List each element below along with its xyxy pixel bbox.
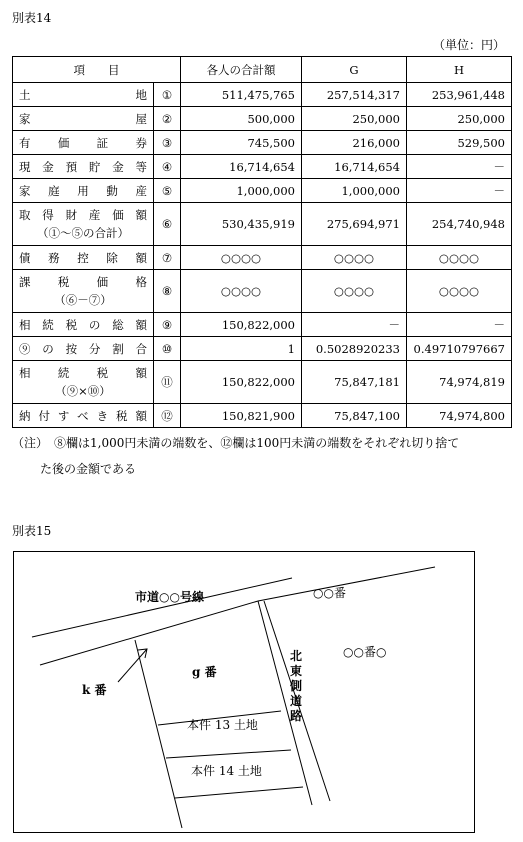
row-item-sub: （⑨×⑩）: [55, 384, 111, 398]
cell-g: －: [302, 313, 407, 337]
road-continuation: [258, 567, 435, 601]
north-road-char: 側: [290, 679, 303, 693]
row-item-sub: （⑥－⑦）: [54, 293, 112, 307]
row-number: ⑦: [154, 246, 181, 270]
city-road-label: 市道○○号線: [135, 590, 204, 604]
cell-total: 150,821,900: [181, 404, 302, 428]
table14-title: 別表14: [12, 11, 52, 25]
north-road-char: 路: [290, 709, 303, 723]
cell-h: 74,974,800: [407, 404, 512, 428]
lot13-bottom-boundary: [166, 750, 291, 758]
lot-top-right-label: ○○番: [313, 586, 346, 600]
cell-h: 253,961,448: [407, 83, 512, 107]
north-road-label: [290, 649, 302, 723]
cell-g: 0.5028920233: [302, 337, 407, 361]
lot13-label: 本件 13 土地: [187, 718, 258, 732]
cell-g: ○○○○: [302, 270, 407, 313]
row-number: ④: [154, 155, 181, 179]
cell-g: 216,000: [302, 131, 407, 155]
row-number: ②: [154, 107, 181, 131]
lot14-label: 本件 14 土地: [191, 764, 262, 778]
row-item-label: 有価証券: [19, 135, 147, 150]
north-road-char: 北: [290, 649, 303, 663]
cell-h: －: [407, 155, 512, 179]
cell-h: 254,740,948: [407, 203, 512, 246]
row-number: ①: [154, 83, 181, 107]
row-item-label: 家庭用動産: [19, 183, 147, 198]
row-item-label: ⑨の按分割合: [19, 341, 147, 356]
cell-h: 74,974,819: [407, 361, 512, 404]
cell-h: ○○○○: [407, 246, 512, 270]
row-number: ⑧: [154, 270, 181, 313]
row-item-label: 現金預貯金等: [19, 159, 147, 174]
cell-g: 75,847,181: [302, 361, 407, 404]
north-road-char: 道: [290, 694, 303, 708]
city-road-top-edge: [32, 578, 292, 637]
row-item-label: 家屋: [19, 111, 147, 126]
cell-total: 1: [181, 337, 302, 361]
cell-total: 511,475,765: [181, 83, 302, 107]
row-number: ③: [154, 131, 181, 155]
cell-g: 250,000: [302, 107, 407, 131]
north-road-char: 東: [290, 664, 303, 678]
lot-g-left-boundary: [135, 640, 182, 828]
row-number: ⑩: [154, 337, 181, 361]
cell-total: 530,435,919: [181, 203, 302, 246]
row-number: ⑥: [154, 203, 181, 246]
cell-h: －: [407, 179, 512, 203]
note-line-2: た後の金額である: [40, 462, 137, 476]
cell-g: 257,514,317: [302, 83, 407, 107]
row-number: ⑫: [154, 404, 181, 428]
k-lot-arrow: [118, 649, 147, 682]
row-item-label: 課税価格: [19, 275, 147, 289]
header-total: 各人の合計額: [181, 57, 302, 83]
cell-total: 1,000,000: [181, 179, 302, 203]
cell-h: 250,000: [407, 107, 512, 131]
cell-g: ○○○○: [302, 246, 407, 270]
unit-label: （単位：円）: [432, 38, 505, 52]
cell-h: －: [407, 313, 512, 337]
row-item-label: 相続税額: [19, 366, 147, 380]
cell-total: ○○○○: [181, 246, 302, 270]
header-h: H: [407, 57, 512, 83]
cell-total: 150,822,000: [181, 313, 302, 337]
lot14-bottom-boundary: [175, 787, 303, 798]
cell-total: 16,714,654: [181, 155, 302, 179]
cell-h: 529,500: [407, 131, 512, 155]
row-item-sub: （①～⑤の合計）: [37, 226, 129, 240]
cell-h: ○○○○: [407, 270, 512, 313]
header-item: 項 目: [13, 57, 181, 83]
cell-total: ○○○○: [181, 270, 302, 313]
cell-total: 745,500: [181, 131, 302, 155]
cell-g: 16,714,654: [302, 155, 407, 179]
cell-g: 75,847,100: [302, 404, 407, 428]
lot-right-label: ○○番○: [343, 645, 387, 659]
cell-g: 1,000,000: [302, 179, 407, 203]
row-item-label: 土地: [19, 87, 147, 102]
row-item-label: 取得財産価額: [19, 208, 147, 222]
cell-g: 275,694,971: [302, 203, 407, 246]
cell-total: 500,000: [181, 107, 302, 131]
row-item-label: 相続税の総額: [19, 317, 147, 332]
lot-g-label: g 番: [192, 665, 217, 679]
cell-total: 150,822,000: [181, 361, 302, 404]
side-road-left-edge: [258, 601, 312, 805]
row-item-label: 債務控除額: [19, 250, 147, 265]
header-g: G: [302, 57, 407, 83]
row-item-label: 納付すべき税額: [19, 408, 147, 423]
table15-title: 別表15: [12, 524, 52, 538]
lot-k-label: k 番: [82, 683, 107, 697]
note-line-1: （注） ⑧欄は1,000円未満の端数を、⑫欄は100円未満の端数をそれぞれ切り捨て: [12, 436, 460, 450]
row-number: ⑤: [154, 179, 181, 203]
row-number: ⑪: [154, 361, 181, 404]
cell-h: 0.49710797667: [407, 337, 512, 361]
row-number: ⑨: [154, 313, 181, 337]
